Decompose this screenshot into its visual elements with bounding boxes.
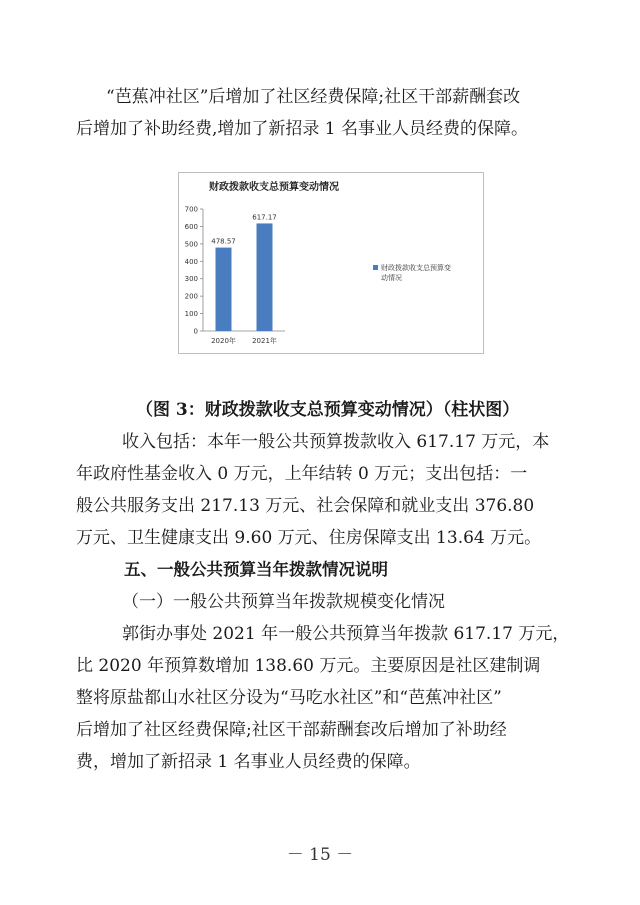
- intro-line-1: “芭蕉冲社区”后增加了社区经费保障;社区干部薪酬套改: [106, 87, 521, 107]
- figure-caption: （图 3：财政拨款收支总预算变动情况）（柱状图）: [136, 400, 520, 420]
- y-tick-label: 200: [184, 292, 198, 301]
- bar-data-label: 617.17: [252, 213, 277, 222]
- y-tick-label: 100: [184, 310, 198, 319]
- x-tick-label: 2021年: [252, 337, 277, 345]
- y-tick-label: 0: [193, 327, 198, 336]
- chart-canvas: [179, 173, 483, 353]
- bar-data-label: 478.57: [211, 237, 236, 246]
- para2-line-4: 后增加了社区经费保障;社区干部薪酬套改后增加了补助经: [76, 720, 507, 740]
- y-tick-label: 500: [184, 240, 198, 249]
- y-tick-label: 300: [184, 275, 198, 284]
- y-tick-label: 700: [184, 205, 198, 214]
- chart-legend: [373, 263, 451, 282]
- para2-line-1: 郭街办事处 2021 年一般公共预算当年拨款 617.17 万元，: [122, 624, 570, 644]
- section-heading: 五、一般公共预算当年拨款情况说明: [124, 560, 388, 579]
- y-tick-label: 600: [184, 222, 198, 231]
- para1-line-3: 般公共服务支出 217.13 万元、社会保障和就业支出 376.80: [76, 496, 535, 516]
- bar: [257, 223, 273, 331]
- legend-label-line-2: 动情况: [381, 274, 402, 282]
- para2-line-3: 整将原盐都山水社区分设为“马吃水社区”和“芭蕉冲社区”: [76, 688, 502, 708]
- para2-line-2: 比 2020 年预算数增加 138.60 万元。主要原因是社区建制调: [76, 656, 541, 676]
- subsection-heading: （一）一般公共预算当年拨款规模变化情况: [122, 592, 445, 612]
- y-tick-label: 400: [184, 257, 198, 266]
- chart-title: 财政拨款收支总预算变动情况: [209, 182, 339, 193]
- legend-swatch: [373, 265, 378, 270]
- page-number: － 15 －: [286, 845, 354, 865]
- para1-line-1: 收入包括：本年一般公共预算拨款收入 617.17 万元，本: [122, 432, 550, 452]
- bar: [216, 248, 232, 331]
- legend-label-line-1: 财政拨款收支总预算变: [381, 264, 451, 272]
- chart-bars: [211, 213, 277, 345]
- x-tick-label: 2020年: [211, 337, 236, 345]
- para1-line-2: 年政府性基金收入 0 万元，上年结转 0 万元；支出包括：一: [76, 464, 528, 484]
- para2-line-5: 费，增加了新招录 1 名事业人员经费的保障。: [76, 752, 421, 772]
- budget-change-chart: [178, 172, 484, 354]
- intro-line-2: 后增加了补助经费,增加了新招录 1 名事业人员经费的保障。: [76, 119, 529, 139]
- para1-line-4: 万元、卫生健康支出 9.60 万元、住房保障支出 13.64 万元。: [76, 528, 542, 548]
